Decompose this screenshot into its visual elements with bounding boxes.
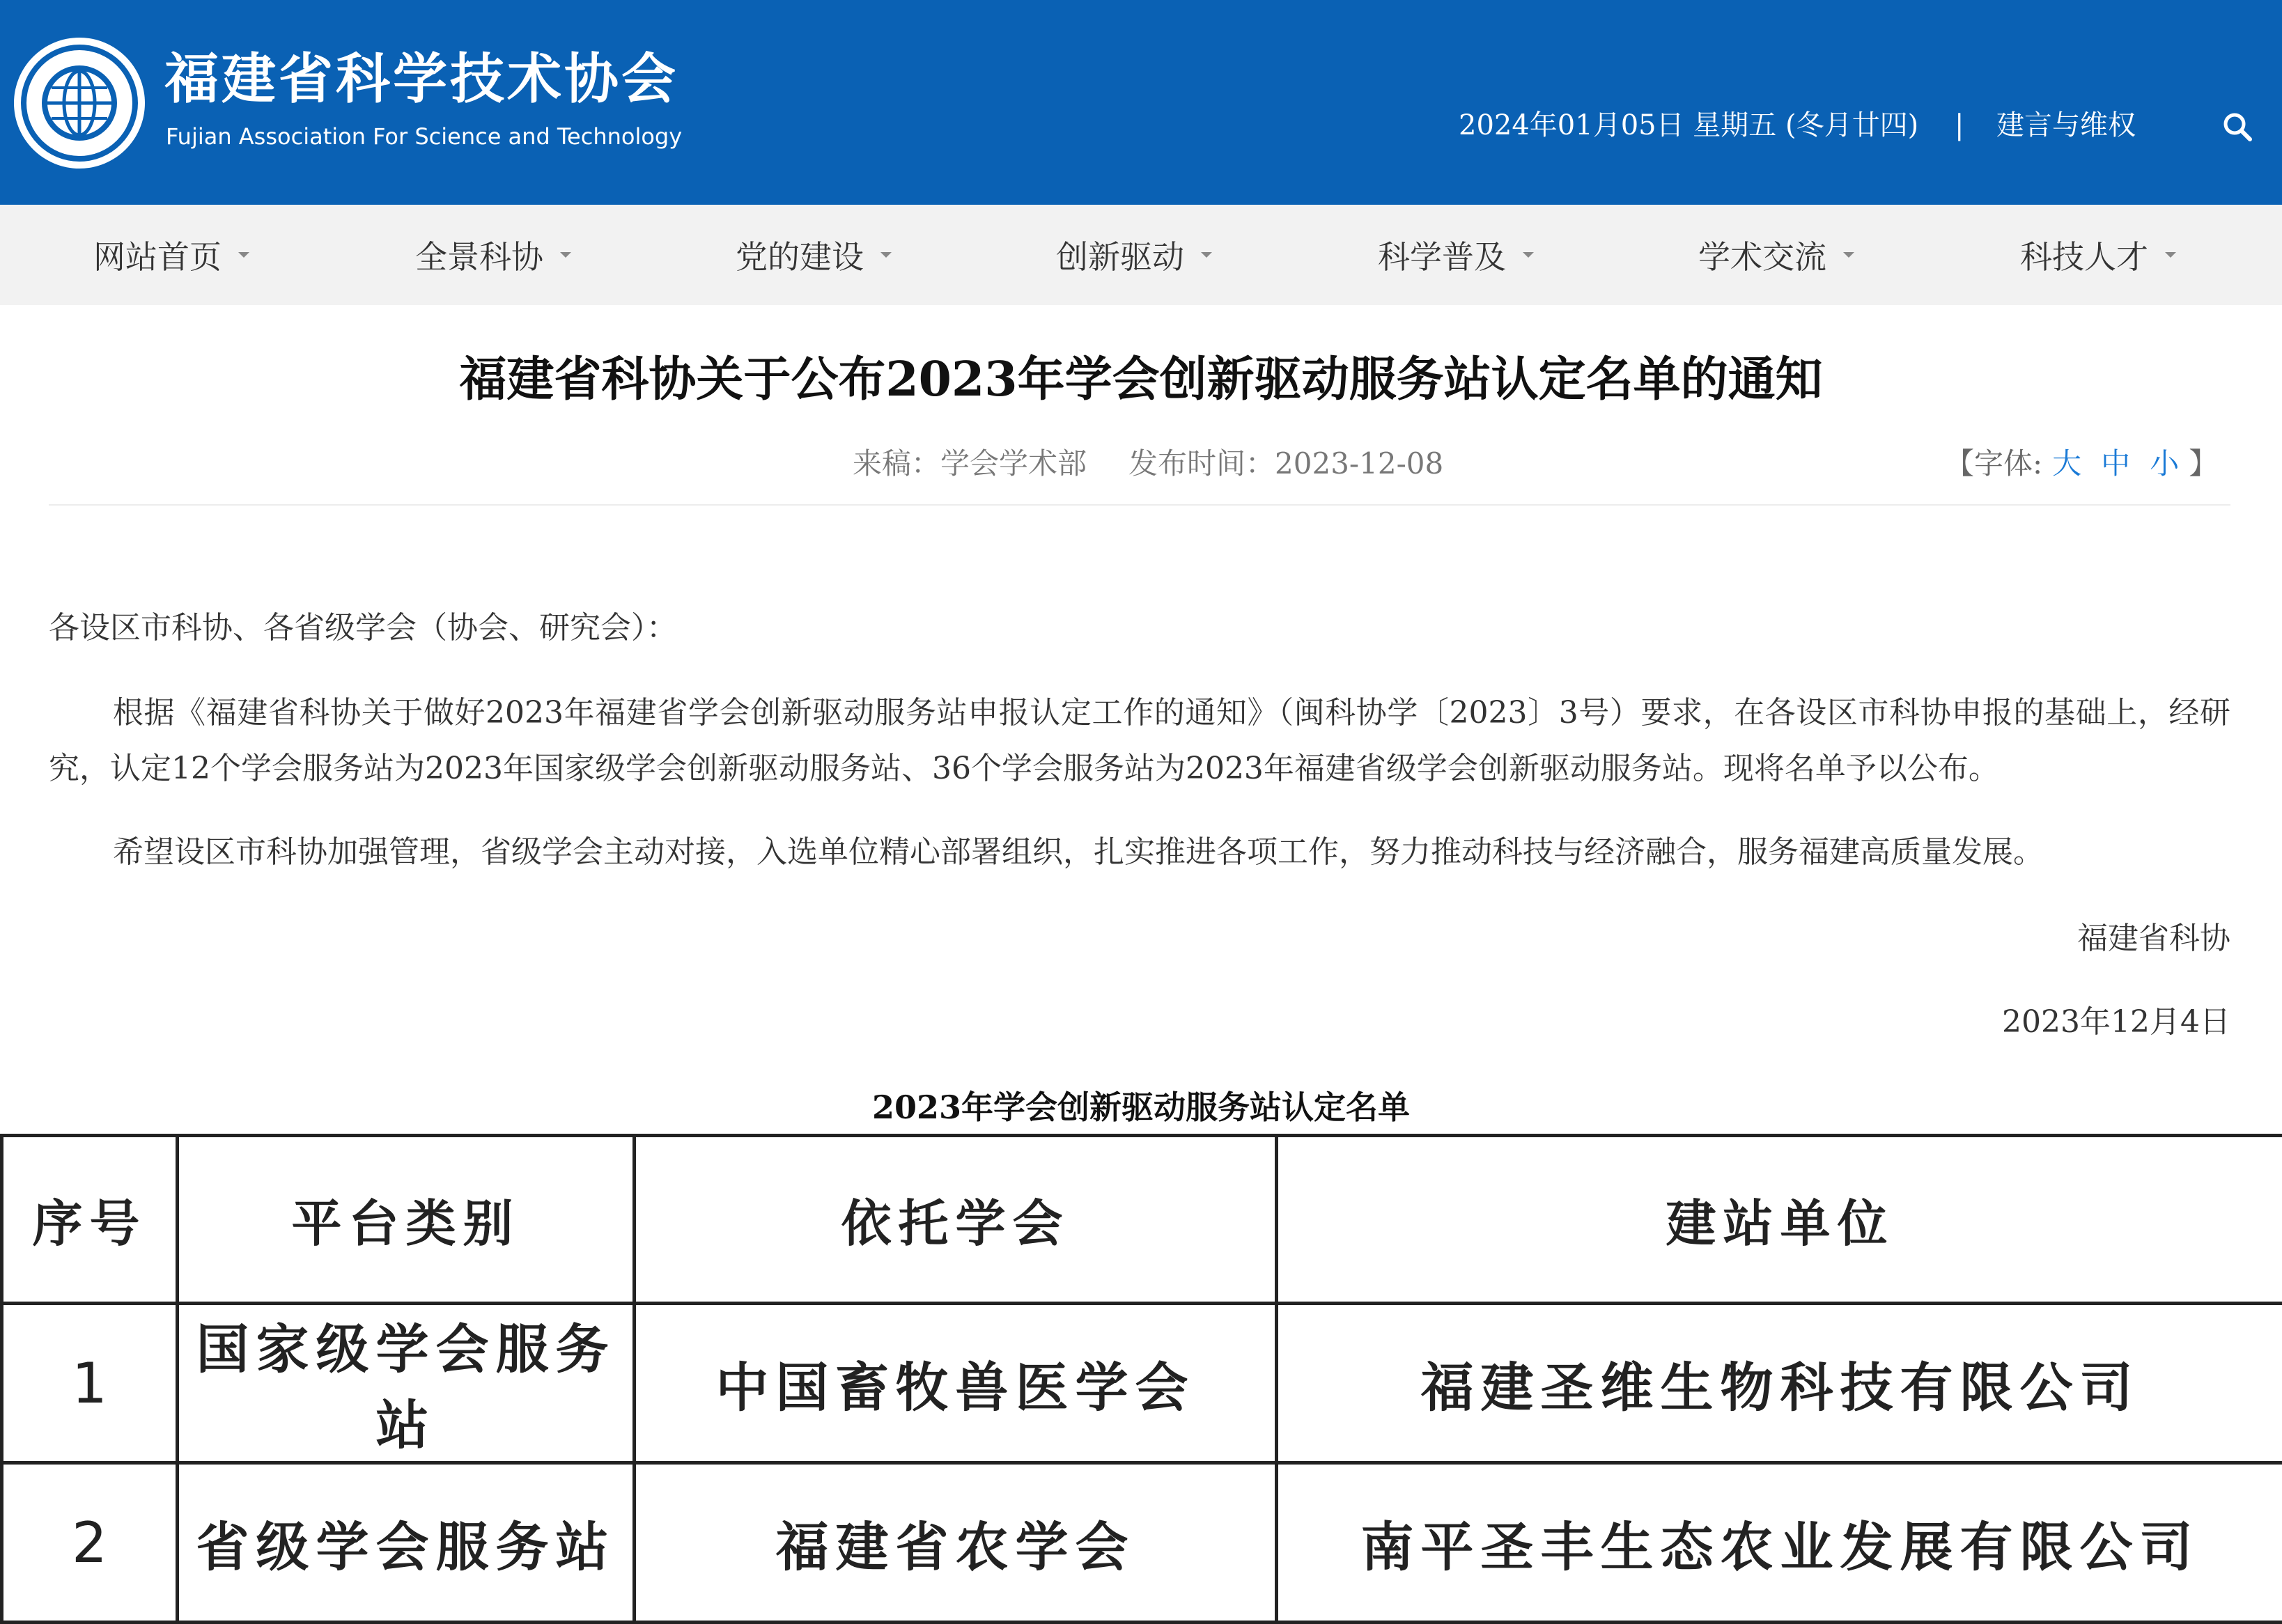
table-cell: 福建圣维生物科技有限公司 <box>1277 1304 2282 1463</box>
nav-item-label: 科学普及 <box>1378 238 1506 276</box>
font-label-open: 【字体: <box>1945 446 2043 481</box>
column-header: 平台类别 <box>178 1136 635 1304</box>
article-meta <box>853 443 1443 485</box>
column-header: 建站单位 <box>1277 1136 2282 1304</box>
font-medium-button[interactable]: 中 <box>2101 446 2131 481</box>
article-source: 学会学术部 <box>940 446 1087 481</box>
nav-item-innovation[interactable] <box>1056 205 1212 305</box>
nav-item-talent[interactable] <box>2020 205 2176 305</box>
header-separator: | <box>1955 109 1964 141</box>
site-header <box>0 0 2282 205</box>
nav-item-party[interactable] <box>736 205 892 305</box>
table-cell: 2 <box>2 1463 178 1623</box>
nav-item-academic[interactable] <box>1698 205 1854 305</box>
column-header: 序号 <box>2 1136 178 1304</box>
font-small-button[interactable]: 小 <box>2150 446 2180 481</box>
site-title[interactable]: 福建省科学技术协会 <box>164 48 679 111</box>
nav-item-label: 党的建设 <box>736 238 864 276</box>
table-cell: 中国畜牧兽医学会 <box>635 1304 1277 1463</box>
table-header-row <box>2 1136 2282 1304</box>
chevron-down-icon <box>880 252 892 258</box>
divider <box>49 504 2230 506</box>
table-cell: 南平圣丰生态农业发展有限公司 <box>1277 1463 2282 1623</box>
publish-date: 2023-12-08 <box>1275 446 1444 481</box>
signature-date: 2023年12月4日 <box>2002 1004 2230 1040</box>
nav-item-label: 科技人才 <box>2020 238 2148 276</box>
date-label: 发布时间： <box>1128 446 1275 481</box>
chevron-down-icon <box>238 252 249 258</box>
list-table <box>0 1134 2282 1624</box>
nav-item-overview[interactable] <box>415 205 571 305</box>
nav-item-label: 创新驱动 <box>1056 238 1184 276</box>
font-large-button[interactable]: 大 <box>2052 446 2082 481</box>
table-row <box>2 1304 2282 1463</box>
nav-item-home[interactable] <box>93 205 249 305</box>
column-header: 依托学会 <box>635 1136 1277 1304</box>
table-cell: 福建省农学会 <box>635 1463 1277 1623</box>
source-label: 来稿： <box>853 446 941 481</box>
fast-emblem-icon[interactable] <box>11 35 148 171</box>
font-size-control <box>1945 443 2218 485</box>
current-date: 2024年01月05日 星期五 (冬月廿四) <box>1459 109 1919 141</box>
table-cell: 1 <box>2 1304 178 1463</box>
chevron-down-icon <box>1843 252 1854 258</box>
main-nav <box>0 205 2282 305</box>
table-cell: 省级学会服务站 <box>178 1463 635 1623</box>
nav-item-popular-science[interactable] <box>1378 205 1534 305</box>
chevron-down-icon <box>1523 252 1534 258</box>
table-cell: 国家级学会服务站 <box>178 1304 635 1463</box>
nav-item-label: 全景科协 <box>415 238 543 276</box>
font-label-close: 】 <box>2189 446 2219 481</box>
table-row <box>2 1463 2282 1623</box>
signature-org: 福建省科协 <box>2077 921 2230 956</box>
nav-item-label: 网站首页 <box>93 238 222 276</box>
article-title: 福建省科协关于公布2023年学会创新驱动服务站认定名单的通知 <box>459 352 1823 407</box>
paragraph: 希望设区市科协加强管理，省级学会主动对接，入选单位精心部署组织，扎实推进各项工作，努力推动科技与经济融合，服务福建高质量发展。 <box>113 834 2044 870</box>
search-icon[interactable] <box>2221 110 2254 143</box>
chevron-down-icon <box>1201 252 1212 258</box>
feedback-link[interactable]: 建言与维权 <box>1996 109 2136 141</box>
salutation: 各设区市科协、各省级学会（协会、研究会）： <box>49 610 677 646</box>
table-caption: 2023年学会创新驱动服务站认定名单 <box>871 1088 1411 1126</box>
paragraph: 根据《福建省科协关于做好2023年福建省学会创新驱动服务站申报认定工作的通知》（闽科协学〔2023〕3号）要求，在各设区市科协申报的基础上，经研究，认定12个学会服务站为2023年国家级学会创新驱动服务站、36个学会服务站为2023年福建省级学会创新驱动服务站。现将名单予以公布。 <box>49 695 2230 786</box>
chevron-down-icon <box>2165 252 2176 258</box>
site-subtitle: Fujian Association For Science and Technology <box>166 123 683 150</box>
chevron-down-icon <box>560 252 571 258</box>
nav-item-label: 学术交流 <box>1698 238 1826 276</box>
